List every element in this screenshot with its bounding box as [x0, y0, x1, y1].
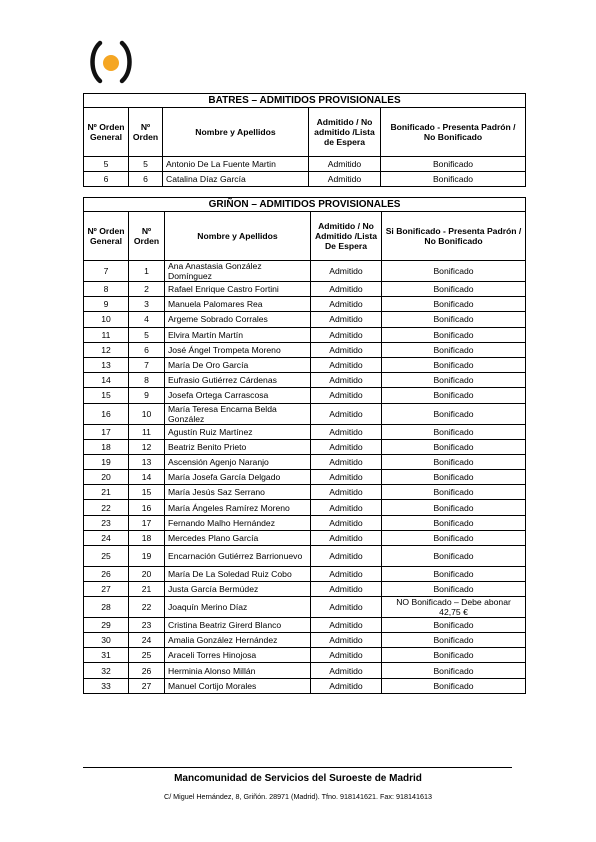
cell-nombre: Eufrasio Gutiérrez Cárdenas — [165, 373, 311, 388]
cell-nombre: Fernando Malho Hernández — [165, 515, 311, 530]
table-row — [84, 663, 526, 678]
cell-nombre: Elvira Martín Martín — [165, 327, 311, 342]
table-row — [84, 261, 526, 282]
cell-nombre: María Teresa Encarna Belda González — [165, 403, 311, 424]
header-orden: Nº Orden — [129, 108, 163, 157]
cell-bonificado: Bonificado — [382, 357, 526, 372]
cell-nombre: María De La Soledad Ruiz Cobo — [165, 566, 311, 581]
batres-table-title: BATRES – ADMITIDOS PROVISIONALES — [84, 94, 526, 108]
cell-nombre: Cristina Beatriz Girerd Blanco — [165, 617, 311, 632]
header-admitido: Admitido / No admitido /Lista de Espera — [309, 108, 381, 157]
cell-orden: 14 — [129, 470, 165, 485]
cell-admitido: Admitido — [311, 439, 382, 454]
cell-nombre: Mercedes Plano García — [165, 530, 311, 545]
cell-admitido: Admitido — [311, 470, 382, 485]
cell-nombre: Araceli Torres Hinojosa — [165, 648, 311, 663]
cell-orden: 12 — [129, 439, 165, 454]
cell-nombre: Antonio De La Fuente Martin — [163, 157, 309, 172]
cell-bonificado: Bonificado — [382, 312, 526, 327]
cell-bonificado: Bonificado — [382, 439, 526, 454]
cell-admitido: Admitido — [311, 342, 382, 357]
logo-icon — [88, 40, 134, 84]
cell-orden-general: 31 — [84, 648, 129, 663]
batres-table — [83, 93, 526, 187]
table-row — [84, 297, 526, 312]
cell-nombre: Ascensión Agenjo Naranjo — [165, 454, 311, 469]
cell-orden: 8 — [129, 373, 165, 388]
table-row — [84, 357, 526, 372]
cell-bonificado: Bonificado — [382, 454, 526, 469]
header-admitido: Admitido / No Admitido /Lista De Espera — [311, 212, 382, 261]
cell-orden: 21 — [129, 581, 165, 596]
table-row — [84, 581, 526, 596]
cell-nombre: Argeme Sobrado Corrales — [165, 312, 311, 327]
table-row — [84, 617, 526, 632]
cell-admitido: Admitido — [311, 327, 382, 342]
cell-admitido: Admitido — [311, 566, 382, 581]
cell-orden-general: 8 — [84, 282, 129, 297]
table-row — [84, 648, 526, 663]
cell-bonificado: Bonificado — [382, 648, 526, 663]
cell-admitido: Admitido — [311, 515, 382, 530]
cell-orden: 15 — [129, 485, 165, 500]
header-bonificado: Bonificado - Presenta Padrón / No Bonificado — [381, 108, 526, 157]
cell-admitido: Admitido — [311, 648, 382, 663]
cell-orden-general: 21 — [84, 485, 129, 500]
cell-orden: 11 — [129, 424, 165, 439]
cell-nombre: Manuela Palomares Rea — [165, 297, 311, 312]
cell-orden-general: 32 — [84, 663, 129, 678]
table-row — [84, 454, 526, 469]
cell-bonificado: Bonificado — [382, 388, 526, 403]
cell-orden-general: 33 — [84, 678, 129, 693]
table-row — [84, 373, 526, 388]
cell-admitido: Admitido — [311, 297, 382, 312]
cell-orden: 6 — [129, 342, 165, 357]
cell-orden-general: 20 — [84, 470, 129, 485]
cell-orden: 1 — [129, 261, 165, 282]
table-row — [84, 157, 526, 172]
cell-nombre: Ana Anastasia González Domínguez — [165, 261, 311, 282]
table-row — [84, 342, 526, 357]
cell-bonificado: Bonificado — [382, 566, 526, 581]
cell-bonificado: Bonificado — [382, 663, 526, 678]
cell-bonificado: Bonificado — [382, 617, 526, 632]
table-row — [84, 439, 526, 454]
cell-orden-general: 16 — [84, 403, 129, 424]
cell-orden: 17 — [129, 515, 165, 530]
cell-admitido: Admitido — [311, 678, 382, 693]
table-row — [84, 566, 526, 581]
cell-orden: 10 — [129, 403, 165, 424]
cell-bonificado: Bonificado — [382, 581, 526, 596]
cell-orden-general: 7 — [84, 261, 129, 282]
cell-orden-general: 5 — [84, 157, 129, 172]
header-orden-general: Nº Orden General — [84, 108, 129, 157]
cell-bonificado: Bonificado — [382, 373, 526, 388]
table-row — [84, 282, 526, 297]
table-row — [84, 530, 526, 545]
cell-admitido: Admitido — [311, 530, 382, 545]
cell-admitido: Admitido — [311, 454, 382, 469]
cell-orden-general: 25 — [84, 546, 129, 567]
cell-bonificado: NO Bonificado – Debe abonar 42,75 € — [382, 596, 526, 617]
footer-organization: Mancomunidad de Servicios del Suroeste de Madrid — [174, 773, 422, 784]
cell-nombre: Herminia Alonso Millán — [165, 663, 311, 678]
cell-bonificado: Bonificado — [382, 546, 526, 567]
cell-bonificado: Bonificado — [382, 282, 526, 297]
cell-nombre: Amalia González Hernández — [165, 633, 311, 648]
cell-orden-general: 18 — [84, 439, 129, 454]
table-row — [84, 546, 526, 567]
cell-nombre: Justa García Bermúdez — [165, 581, 311, 596]
cell-admitido: Admitido — [309, 172, 381, 187]
cell-bonificado: Bonificado — [382, 424, 526, 439]
cell-bonificado: Bonificado — [382, 515, 526, 530]
cell-orden-general: 10 — [84, 312, 129, 327]
cell-admitido: Admitido — [311, 282, 382, 297]
cell-admitido: Admitido — [311, 485, 382, 500]
cell-nombre: María Jesús Saz Serrano — [165, 485, 311, 500]
cell-orden-general: 29 — [84, 617, 129, 632]
cell-admitido: Admitido — [311, 357, 382, 372]
logo-left-paren — [93, 43, 101, 81]
header-orden: Nº Orden — [129, 212, 165, 261]
cell-admitido: Admitido — [311, 424, 382, 439]
cell-nombre: Rafael Enrique Castro Fortini — [165, 282, 311, 297]
cell-admitido: Admitido — [311, 403, 382, 424]
table-row — [84, 596, 526, 617]
cell-orden-general: 26 — [84, 566, 129, 581]
cell-orden: 16 — [129, 500, 165, 515]
cell-nombre: María Josefa García Delgado — [165, 470, 311, 485]
cell-orden: 5 — [129, 157, 163, 172]
cell-orden: 13 — [129, 454, 165, 469]
cell-nombre: Josefa Ortega Carrascosa — [165, 388, 311, 403]
cell-bonificado: Bonificado — [382, 530, 526, 545]
cell-admitido: Admitido — [311, 261, 382, 282]
cell-nombre: Manuel Cortijo Morales — [165, 678, 311, 693]
cell-admitido: Admitido — [311, 312, 382, 327]
cell-bonificado: Bonificado — [382, 485, 526, 500]
cell-orden: 26 — [129, 663, 165, 678]
header-nombre: Nombre y Apellidos — [163, 108, 309, 157]
cell-admitido: Admitido — [311, 633, 382, 648]
table-row — [84, 388, 526, 403]
cell-nombre: Catalina Díaz García — [163, 172, 309, 187]
cell-bonificado: Bonificado — [381, 157, 526, 172]
cell-nombre: Joaquín Merino Díaz — [165, 596, 311, 617]
table-row — [84, 515, 526, 530]
cell-bonificado: Bonificado — [382, 297, 526, 312]
cell-orden: 23 — [129, 617, 165, 632]
cell-admitido: Admitido — [311, 388, 382, 403]
table-row — [84, 312, 526, 327]
table-row — [84, 500, 526, 515]
cell-orden-general: 23 — [84, 515, 129, 530]
cell-orden-general: 14 — [84, 373, 129, 388]
cell-bonificado: Bonificado — [382, 500, 526, 515]
cell-orden: 20 — [129, 566, 165, 581]
cell-nombre: Agustín Ruiz Martínez — [165, 424, 311, 439]
cell-orden-general: 15 — [84, 388, 129, 403]
cell-bonificado: Bonificado — [382, 403, 526, 424]
table-row — [84, 327, 526, 342]
table-row — [84, 470, 526, 485]
logo-right-paren — [122, 43, 130, 81]
cell-orden: 24 — [129, 633, 165, 648]
header-nombre: Nombre y Apellidos — [165, 212, 311, 261]
cell-bonificado: Bonificado — [382, 327, 526, 342]
cell-orden-general: 17 — [84, 424, 129, 439]
table-row — [84, 633, 526, 648]
cell-orden: 5 — [129, 327, 165, 342]
cell-orden-general: 30 — [84, 633, 129, 648]
cell-orden-general: 12 — [84, 342, 129, 357]
grinon-table — [83, 197, 526, 694]
cell-orden: 25 — [129, 648, 165, 663]
cell-orden-general: 13 — [84, 357, 129, 372]
header-bonificado: Si Bonificado - Presenta Padrón / No Bonificado — [382, 212, 526, 261]
cell-orden: 9 — [129, 388, 165, 403]
cell-orden: 6 — [129, 172, 163, 187]
table-row — [84, 678, 526, 693]
cell-bonificado: Bonificado — [382, 342, 526, 357]
cell-admitido: Admitido — [311, 500, 382, 515]
cell-orden-general: 6 — [84, 172, 129, 187]
header-orden-general: Nº Orden General — [84, 212, 129, 261]
cell-admitido: Admitido — [311, 546, 382, 567]
cell-orden: 18 — [129, 530, 165, 545]
cell-bonificado: Bonificado — [382, 261, 526, 282]
table-row — [84, 424, 526, 439]
cell-orden-general: 27 — [84, 581, 129, 596]
cell-bonificado: Bonificado — [382, 633, 526, 648]
cell-orden-general: 9 — [84, 297, 129, 312]
cell-orden: 3 — [129, 297, 165, 312]
cell-orden-general: 22 — [84, 500, 129, 515]
cell-admitido: Admitido — [309, 157, 381, 172]
cell-bonificado: Bonificado — [382, 678, 526, 693]
cell-orden: 4 — [129, 312, 165, 327]
cell-orden: 22 — [129, 596, 165, 617]
logo-dot — [103, 55, 119, 71]
cell-admitido: Admitido — [311, 596, 382, 617]
footer-address: C/ Miguel Hernández, 8, Griñón. 28971 (Madrid). Tfno. 918141621. Fax: 918141613 — [164, 792, 432, 801]
cell-orden-general: 11 — [84, 327, 129, 342]
cell-orden: 2 — [129, 282, 165, 297]
cell-admitido: Admitido — [311, 373, 382, 388]
table-row — [84, 172, 526, 187]
footer-divider — [83, 767, 512, 768]
cell-orden-general: 28 — [84, 596, 129, 617]
grinon-table-title: GRIÑON – ADMITIDOS PROVISIONALES — [84, 198, 526, 212]
cell-orden: 27 — [129, 678, 165, 693]
table-row — [84, 403, 526, 424]
cell-admitido: Admitido — [311, 663, 382, 678]
cell-bonificado: Bonificado — [381, 172, 526, 187]
cell-admitido: Admitido — [311, 581, 382, 596]
cell-nombre: Encarnación Gutiérrez Barrionuevo — [165, 546, 311, 567]
cell-nombre: María De Oro García — [165, 357, 311, 372]
cell-orden: 19 — [129, 546, 165, 567]
cell-admitido: Admitido — [311, 617, 382, 632]
cell-orden-general: 24 — [84, 530, 129, 545]
cell-orden: 7 — [129, 357, 165, 372]
cell-nombre: María Ángeles Ramírez Moreno — [165, 500, 311, 515]
table-row — [84, 485, 526, 500]
cell-orden-general: 19 — [84, 454, 129, 469]
cell-nombre: José Ángel Trompeta Moreno — [165, 342, 311, 357]
cell-nombre: Beatriz Benito Prieto — [165, 439, 311, 454]
cell-bonificado: Bonificado — [382, 470, 526, 485]
